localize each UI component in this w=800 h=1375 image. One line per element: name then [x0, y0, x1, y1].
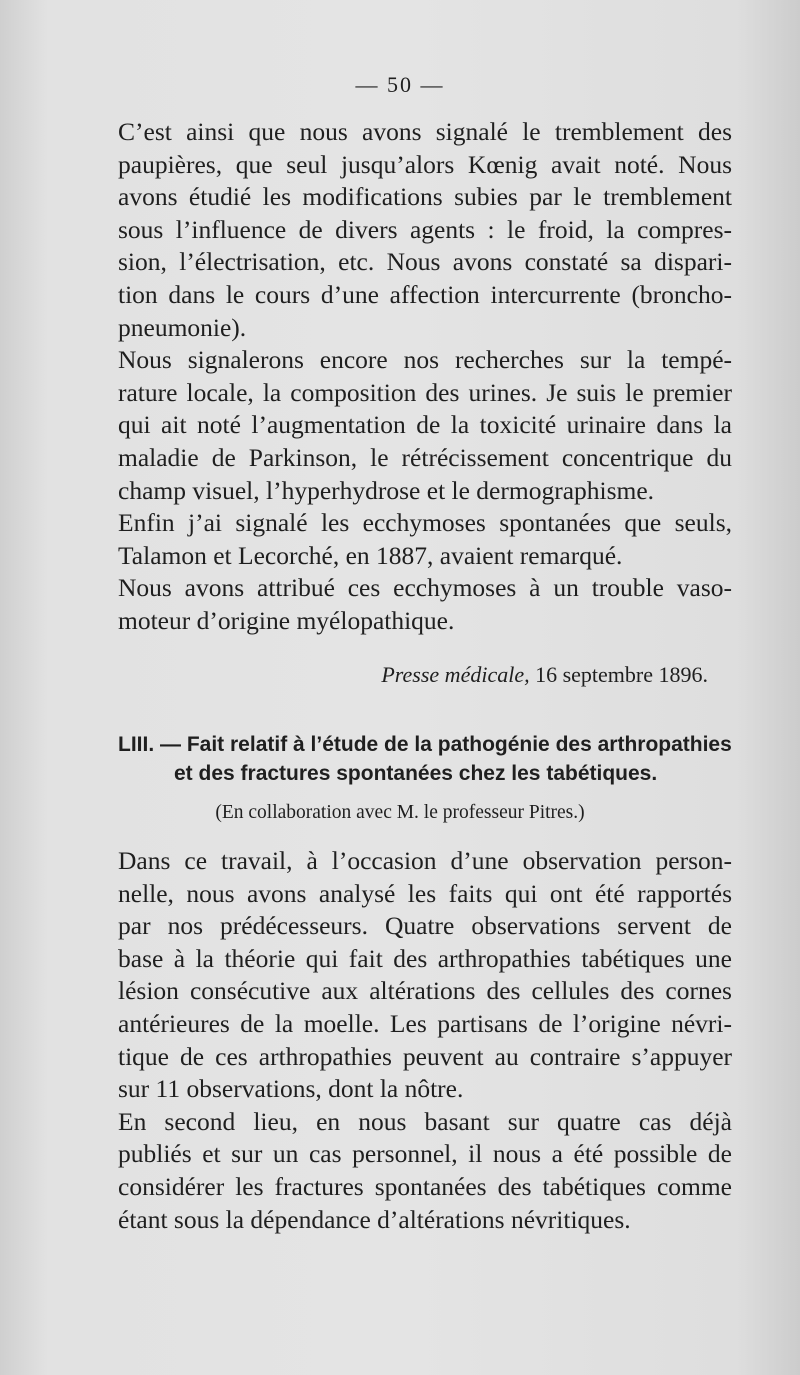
text-line: rature locale, la composition des urines. Je suis le premier: [118, 377, 732, 407]
text-line: qui ait noté l’augmentation de la toxicité urinaire dans la: [118, 410, 732, 440]
text-line: lésion consécutive aux altérations des cellules des cornes: [118, 976, 732, 1006]
section-title: [118, 730, 732, 788]
text-line: Nous signalerons encore nos recherches sur la tempé-: [118, 345, 732, 375]
paragraph: [118, 116, 732, 344]
section-title-line-2: et des fractures spontanées chez les tabétiques.: [174, 762, 658, 785]
text-line: par nos prédécesseurs. Quatre observations servent de: [118, 911, 732, 941]
text-line: antérieures de la moelle. Les partisans de l’origine névri-: [118, 1008, 732, 1038]
collaboration-note: (En collaboration avec M. le professeur Pitres.): [215, 802, 585, 823]
text-line: C’est ainsi que nous avons signalé le tremblement des: [118, 117, 732, 146]
paragraph: [118, 845, 732, 1106]
text-line: tique de ces arthropathies peuvent au contraire s’appuyer: [118, 1041, 732, 1071]
text-line: maladie de Parkinson, le rétrécissement concentrique du: [118, 442, 732, 472]
source-date: 16 septembre 1896.: [535, 662, 708, 687]
top-text-block: [118, 116, 732, 638]
text-line: considérer les fractures spontanées des tabétiques comme: [118, 1171, 732, 1201]
text-line: champ visuel, l’hyperhydrose et le dermographisme.: [118, 475, 655, 505]
text-line: sur 11 observations, dont la nôtre.: [118, 1074, 464, 1104]
text-line: base à la théorie qui fait des arthropathies tabétiques une: [118, 943, 732, 973]
text-line: sous l’influence de divers agents : le froid, la compres-: [118, 214, 732, 244]
text-line: moteur d’origine myélopathique.: [118, 605, 455, 635]
text-line: Dans ce travail, à l’occasion d’une observation person-: [118, 846, 732, 875]
bottom-text-block: [118, 845, 732, 1236]
text-line: avons étudié les modifications subies par le tremblement: [118, 182, 732, 212]
section-title-line-1: LIII. — Fait relatif à l’étude de la pathogénie des arthropathies: [118, 733, 732, 756]
text-line: étant sous la dépendance d’altérations névritiques.: [118, 1204, 631, 1234]
page-number: — 50 —: [355, 72, 445, 97]
text-line: En second lieu, en nous basant sur quatre cas déjà: [118, 1106, 732, 1136]
text-line: paupières, que seul jusqu’alors Kœnig avait noté. Nous: [118, 149, 732, 179]
text-line: Talamon et Lecorché, en 1887, avaient remarqué.: [118, 540, 623, 570]
paragraph: [118, 1106, 732, 1236]
source-journal: Presse médicale,: [381, 662, 530, 687]
text-line: Enfin j’ai signalé les ecchymoses spontanées que seuls,: [118, 508, 732, 538]
paragraph: [118, 507, 732, 572]
paragraph: [118, 344, 732, 507]
text-line: sion, l’électrisation, etc. Nous avons constaté sa dispari-: [118, 247, 732, 277]
paragraph: [118, 572, 732, 637]
text-line: tion dans le cours d’une affection intercurrente (broncho-: [118, 279, 732, 309]
source-citation: [381, 662, 708, 688]
text-line: nelle, nous avons analysé les faits qui ont été rapportés: [118, 878, 732, 908]
text-line: publiés et sur un cas personnel, il nous a été possible de: [118, 1139, 732, 1169]
text-line: Nous avons attribué ces ecchymoses à un trouble vaso-: [118, 573, 732, 603]
text-line: pneumonie).: [118, 312, 247, 342]
